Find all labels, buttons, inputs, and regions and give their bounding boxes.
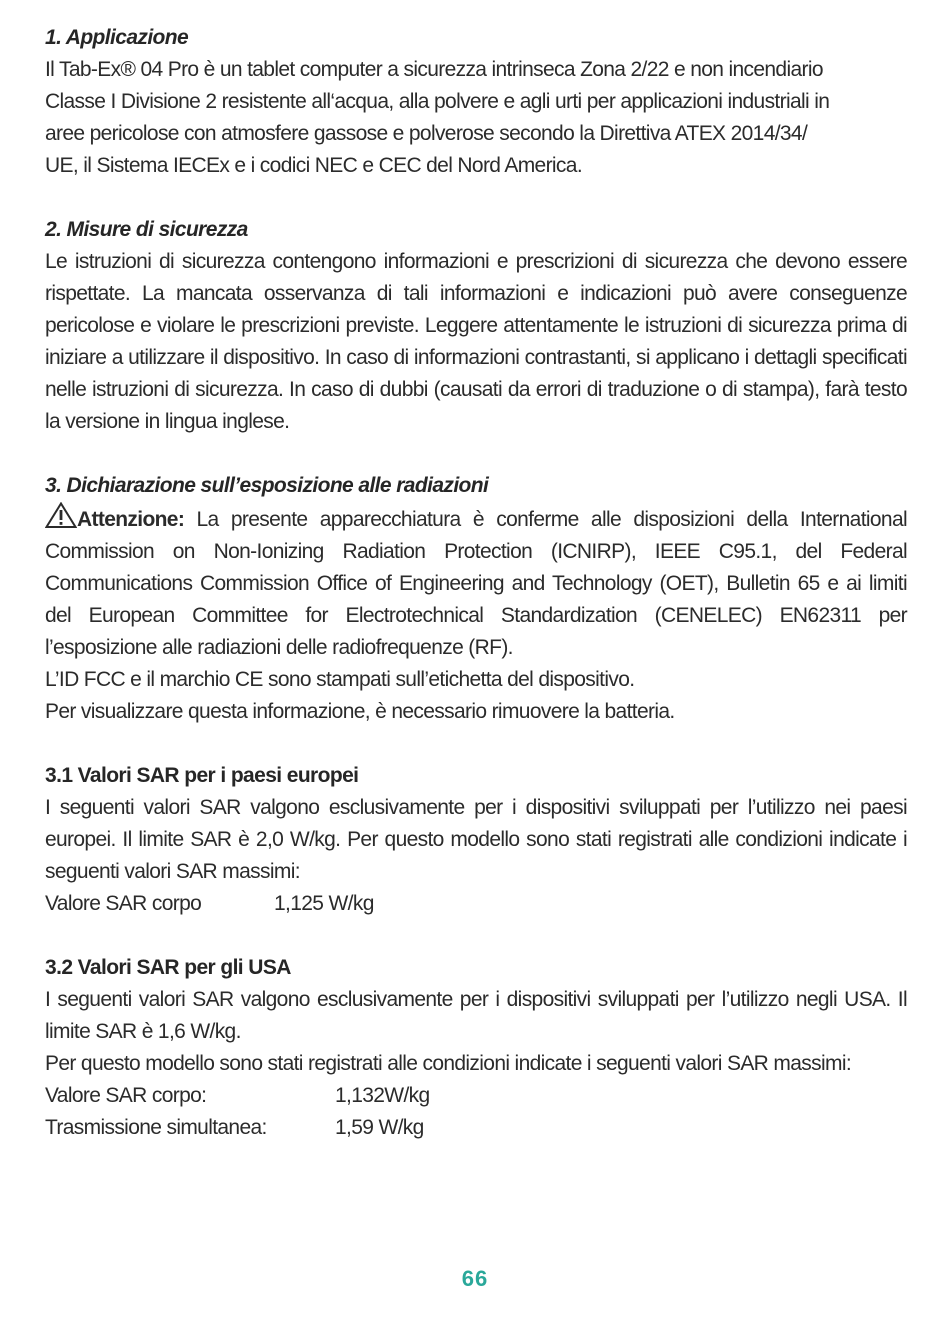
section-heading: 1. Applicazione bbox=[45, 26, 189, 49]
paragraph: Per questo modello sono stati registrati alle condizioni indicate i seguenti valori SAR massimi: bbox=[45, 1052, 852, 1075]
section-heading: 2. Misure di sicurezza bbox=[45, 218, 248, 241]
page-number: 66 bbox=[461, 1266, 489, 1291]
sar-label: Valore SAR corpo bbox=[45, 892, 202, 915]
paragraph-line: aree pericolose con atmosfere gassose e polverose secondo la Direttiva ATEX 2014/34/ bbox=[45, 122, 808, 145]
paragraph: Le istruzioni di sicurezza contengono informazioni e prescrizioni di sicurezza che devono essere rispettate. La mancata osservanza di tali informazioni e indicazioni può avere conseguenze pericolose e violare le prescrizioni previste. Leggere attentamente le istruzioni di sicurezza prima di iniziare a utilizzare il dispositivo. In caso di informazioni contrastanti, si applicano i dettagli specificati nelle istruzioni di sicurezza. In caso di dubbi (causati da errori di traduzione o di stampa), farà testo la versione in lingua inglese. bbox=[45, 250, 907, 433]
warning-paragraph bbox=[45, 502, 907, 664]
section-sar-usa bbox=[45, 952, 907, 1144]
section-heading: 3.1 Valori SAR per i paesi europei bbox=[45, 764, 359, 787]
paragraph-line: UE, il Sistema IECEx e i codici NEC e CEC del Nord America. bbox=[45, 154, 582, 177]
warning-triangle-icon bbox=[45, 502, 77, 528]
section-esposizione-radiazioni bbox=[45, 470, 907, 728]
sar-label: Trasmissione simultanea: bbox=[45, 1116, 267, 1139]
sar-value: 1,125 W/kg bbox=[274, 892, 374, 915]
section-heading: 3. Dichiarazione sull’esposizione alle radiazioni bbox=[45, 474, 489, 497]
section-applicazione bbox=[45, 22, 907, 182]
warning-text: La presente apparecchiatura è conferme alle disposizioni della International Commission on Non-Ionizing Radiation Protection (ICNIRP), IEEE C95.1, del Federal Communications Commission Office of Engineering and Technology (OET), Bulletin 65 e ai limiti del European Committee for Electrotechnical Standardization (CENELEC) EN62311 per l’esposizione alle radiazioni delle radiofrequenze (RF). bbox=[45, 508, 907, 659]
sar-value-row bbox=[45, 888, 907, 920]
sar-value-row bbox=[45, 1112, 907, 1144]
sar-value: 1,132W/kg bbox=[335, 1084, 430, 1107]
paragraph-line: Classe I Divisione 2 resistente all‘acqua, alla polvere e agli urti per applicazioni industriali in bbox=[45, 90, 830, 113]
section-heading: 3.2 Valori SAR per gli USA bbox=[45, 956, 291, 979]
paragraph-line: Per visualizzare questa informazione, è necessario rimuovere la batteria. bbox=[45, 700, 675, 723]
document-page bbox=[45, 22, 907, 1176]
section-sar-europa bbox=[45, 760, 907, 920]
paragraph: I seguenti valori SAR valgono esclusivamente per i dispositivi sviluppati per l’utilizzo nei paesi europei. Il limite SAR è 2,0 W/kg. Per questo modello sono stati registrati alle condizioni indicate i seguenti valori SAR massimi: bbox=[45, 796, 907, 883]
sar-label: Valore SAR corpo: bbox=[45, 1084, 207, 1107]
sar-value-row bbox=[45, 1080, 907, 1112]
section-misure-sicurezza bbox=[45, 214, 907, 438]
sar-value: 1,59 W/kg bbox=[335, 1116, 424, 1139]
paragraph: I seguenti valori SAR valgono esclusivamente per i dispositivi sviluppati per l’utilizzo negli USA. Il limite SAR è 1,6 W/kg. bbox=[45, 988, 907, 1043]
warning-label: Attenzione: bbox=[77, 508, 185, 531]
paragraph-line: Il Tab-Ex® 04 Pro è un tablet computer a sicurezza intrinseca Zona 2/22 e non incendiario bbox=[45, 58, 823, 81]
paragraph-line: L’ID FCC e il marchio CE sono stampati sull’etichetta del dispositivo. bbox=[45, 668, 635, 691]
